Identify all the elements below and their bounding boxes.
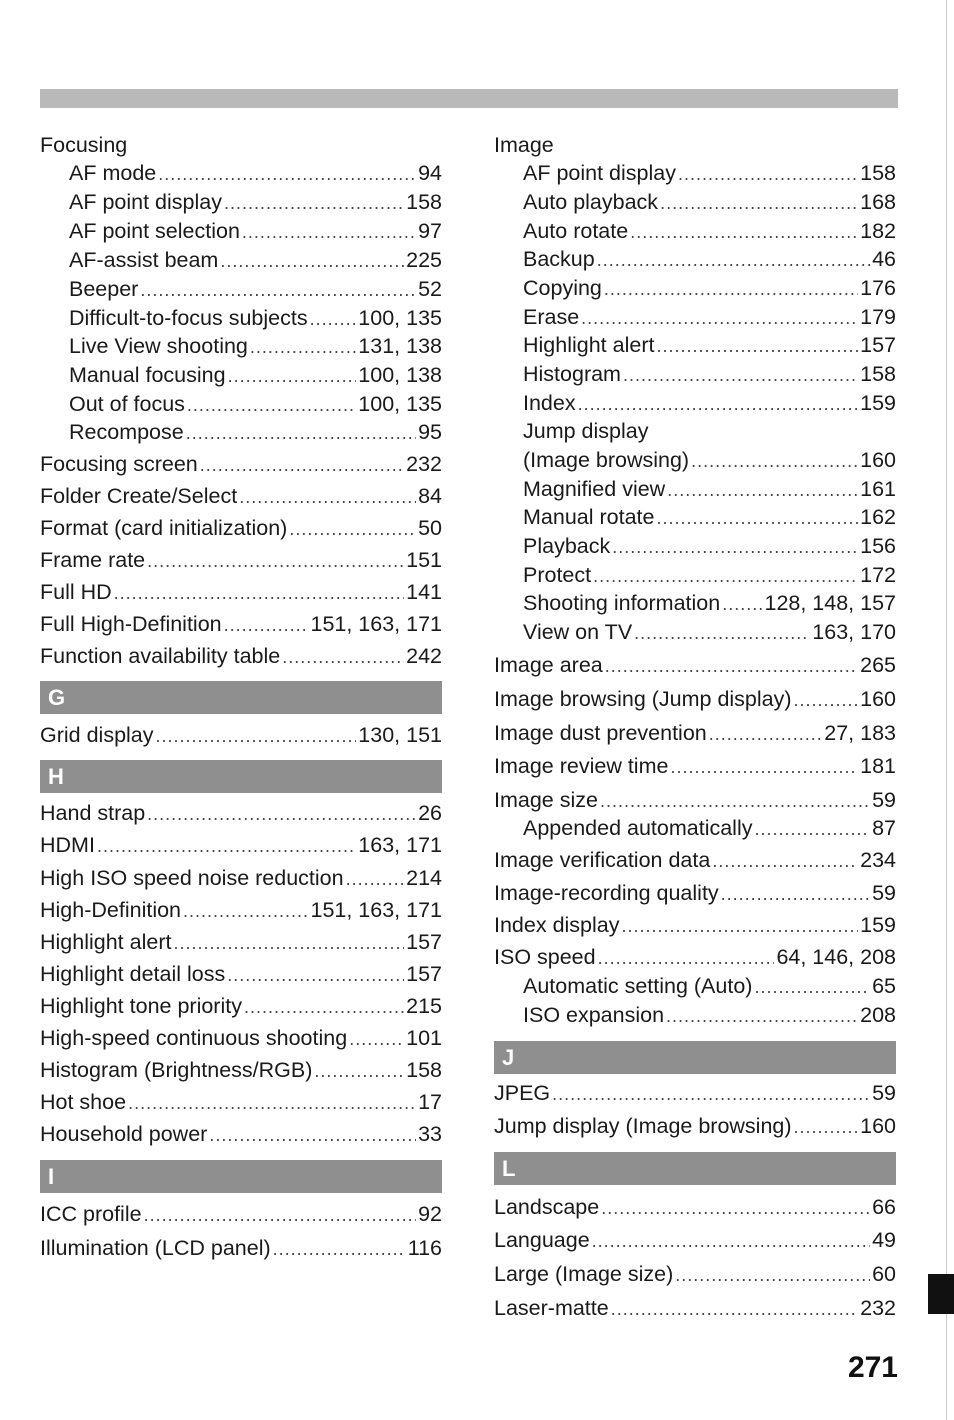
index-entry: Image-recording quality ..... 59 [494,879,896,907]
index-entry: (Image browsing) ..... 160 [523,446,896,474]
index-entry: Playback ..... 156 [523,532,896,560]
index-entry: ICC profile ..... 92 [40,1200,442,1228]
index-entry: Laser-matte ..... 232 [494,1294,896,1322]
index-entry: Landscape ..... 66 [494,1193,896,1221]
section-header-h: H [40,760,442,793]
index-entry: Image size ..... 59 [494,786,896,814]
index-entry: ISO speed ..... 64, 146, 208 [494,943,896,971]
index-entry: Erase ..... 179 [523,303,896,331]
index-entry: AF point display ..... 158 [523,159,896,187]
section-header-g: G [40,681,442,714]
index-entry: Appended automatically ..... 87 [523,814,896,842]
index-entry: Frame rate ..... 151 [40,546,442,574]
index-entry: Difficult-to-focus subjects ..... 100, 135 [69,304,442,332]
index-entry: High-Definition ..... 151, 163, 171 [40,896,442,924]
index-entry: Recompose ..... 95 [69,418,442,446]
index-entry: Illumination (LCD panel) ..... 116 [40,1234,442,1262]
index-entry: Hand strap ..... 26 [40,799,442,827]
index-entry: Backup ..... 46 [523,245,896,273]
index-entry: Image verification data ..... 234 [494,846,896,874]
section-header-i: I [40,1160,442,1193]
index-entry: Jump display (Image browsing) ..... 160 [494,1112,896,1140]
index-entry: Protect ..... 172 [523,561,896,589]
index-entry: Language ..... 49 [494,1226,896,1254]
index-entry: Image area ..... 265 [494,651,896,679]
index-entry: High ISO speed noise reduction ..... 214 [40,864,442,892]
index-entry: AF point display ..... 158 [69,188,442,216]
index-entry: Out of focus ..... 100, 135 [69,390,442,418]
index-entry: Image dust prevention ..... 27, 183 [494,719,896,747]
index-entry: Live View shooting ..... 131, 138 [69,332,442,360]
index-entry: Manual focusing ..... 100, 138 [69,361,442,389]
thumb-index-tab [928,1274,954,1314]
index-entry: Manual rotate ..... 162 [523,503,896,531]
index-entry: Format (card initialization) ..... 50 [40,514,442,542]
index-entry: Histogram ..... 158 [523,360,896,388]
index-heading: Image [494,133,554,157]
index-entry: Copying ..... 176 [523,274,896,302]
index-entry: JPEG ..... 59 [494,1079,896,1107]
index-entry: Folder Create/Select ..... 84 [40,482,442,510]
index-entry: HDMI ..... 163, 171 [40,831,442,859]
index-entry: Auto rotate ..... 182 [523,217,896,245]
page-edge [946,0,947,1420]
index-entry: Full HD ..... 141 [40,578,442,606]
index-entry: Shooting information ..... 128, 148, 157 [523,589,896,617]
section-header-l: L [494,1152,896,1185]
index-entry: Large (Image size) ..... 60 [494,1260,896,1288]
index-entry: Image review time ..... 181 [494,752,896,780]
index-heading: Focusing [40,133,128,157]
index-entry: Highlight tone priority ..... 215 [40,992,442,1020]
index-entry: AF mode ..... 94 [69,159,442,187]
index-entry: High-speed continuous shooting ..... 101 [40,1024,442,1052]
index-entry: ISO expansion ..... 208 [523,1001,896,1029]
index-entry: Image browsing (Jump display) ..... 160 [494,685,896,713]
index-entry: Automatic setting (Auto) ..... 65 [523,972,896,1000]
index-entry: Highlight alert ..... 157 [40,928,442,956]
index-entry: Index ..... 159 [523,389,896,417]
index-entry: Auto playback ..... 168 [523,188,896,216]
index-entry: Grid display ..... 130, 151 [40,721,442,749]
index-entry: Hot shoe ..... 17 [40,1088,442,1116]
index-entry: Function availability table ..... 242 [40,642,442,670]
index-entry: Focusing screen ..... 232 [40,450,442,478]
index-entry: AF point selection ..... 97 [69,217,442,245]
index-entry: Beeper ..... 52 [69,275,442,303]
index-entry: Household power ..... 33 [40,1120,442,1148]
index-entry: View on TV ..... 163, 170 [523,618,896,646]
index-entry: Magnified view ..... 161 [523,475,896,503]
index-entry: Highlight detail loss ..... 157 [40,960,442,988]
index-entry: Full High-Definition ..... 151, 163, 171 [40,610,442,638]
index-entry: Histogram (Brightness/RGB) ..... 158 [40,1056,442,1084]
index-entry: Jump display [523,419,649,443]
index-entry: Index display ..... 159 [494,911,896,939]
index-entry: Highlight alert ..... 157 [523,331,896,359]
index-entry: AF-assist beam ..... 225 [69,246,442,274]
header-band [40,89,898,108]
page-number: 271 [847,1351,898,1384]
section-header-j: J [494,1041,896,1074]
